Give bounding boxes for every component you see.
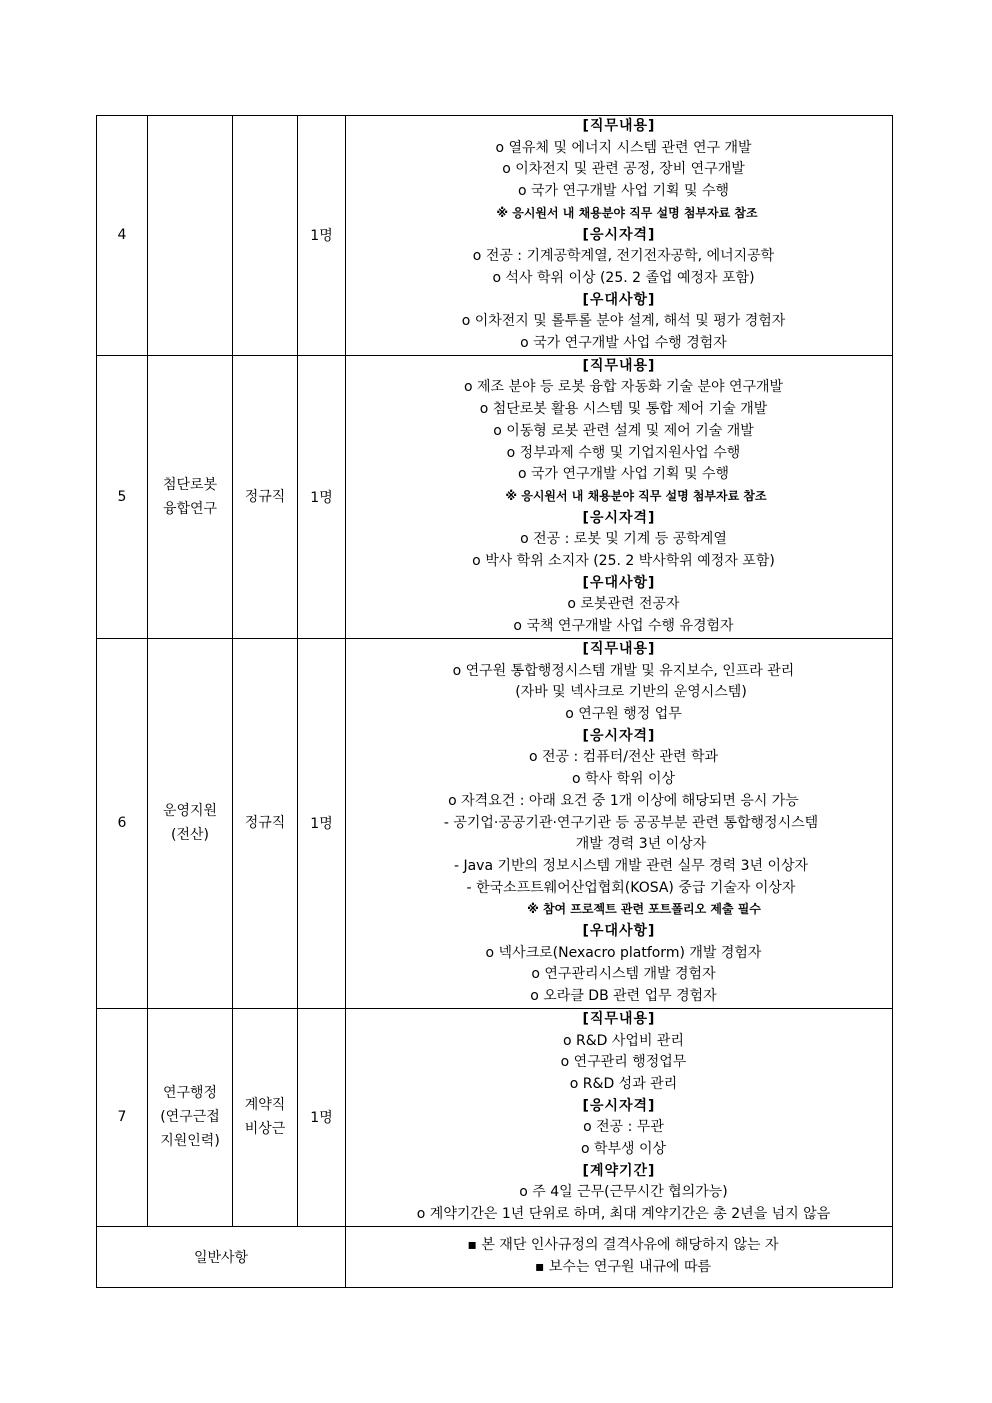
desc-subitem: - 공기업·공공기관·연구기관 등 공공부분 관련 통합행정시스템 — [443, 814, 819, 831]
desc-continuation: (자바 및 넥사크로 기반의 운영시스템) — [515, 684, 747, 701]
job-field-line: 연구행정 — [162, 1085, 218, 1102]
desc-item: o 연구관리 행정업무 — [560, 1054, 687, 1071]
employment-type-line: 비상근 — [244, 1121, 286, 1138]
job-description — [346, 1008, 893, 1226]
note-text: ※ 참여 프로젝트 관련 포트폴리오 제출 필수 — [527, 902, 761, 917]
row-number: 7 — [97, 1008, 148, 1226]
section-heading: [우대사항] — [582, 923, 656, 940]
job-field-line: 융합연구 — [162, 500, 218, 517]
desc-subitem: - 한국소프트웨어산업협회(KOSA) 중급 기술자 이상자 — [466, 879, 796, 896]
section-heading: [응시자격] — [582, 509, 656, 526]
desc-item: o 오라클 DB 관련 업무 경험자 — [530, 988, 717, 1005]
desc-item: o 계약기간은 1년 단위로 하며, 최대 계약기간은 총 2년을 넘지 않음 — [416, 1206, 831, 1223]
headcount: 1명 — [298, 116, 346, 356]
section-heading: [우대사항] — [582, 574, 656, 591]
employment-type — [233, 1008, 298, 1226]
employment-type-line: 정규직 — [244, 815, 286, 832]
employment-type-line: 계약직 — [244, 1097, 286, 1114]
employment-type — [233, 355, 298, 638]
desc-item: o 국가 연구개발 사업 수행 경험자 — [520, 335, 727, 352]
job-field — [148, 1008, 233, 1226]
job-description — [346, 638, 893, 1008]
desc-item: o 학사 학위 이상 — [571, 771, 676, 788]
desc-subitem: 개발 경력 3년 이상자 — [575, 836, 707, 853]
desc-item: o R&D 성과 관리 — [569, 1075, 678, 1092]
desc-item: o 로봇관련 전공자 — [567, 596, 680, 613]
desc-item: o 연구원 행정 업무 — [565, 705, 682, 722]
general-items — [346, 1226, 893, 1287]
desc-subitem: - Java 기반의 정보시스템 개발 관련 실무 경력 3년 이상자 — [453, 857, 809, 874]
desc-item: o 열유체 및 에너지 시스템 관련 연구 개발 — [495, 139, 752, 156]
job-field-line: 운영지원 — [162, 803, 218, 820]
section-heading: [직무내용] — [582, 640, 656, 657]
job-field-line: 지원인력) — [160, 1133, 220, 1150]
desc-item: o 넥사크로(Nexacro platform) 개발 경험자 — [485, 944, 762, 961]
note-text: ※ 응시원서 내 채용분야 직무 설명 첨부자료 참조 — [505, 488, 767, 503]
section-heading: [직무내용] — [582, 357, 656, 374]
recruitment-table-body — [97, 116, 893, 1227]
job-field — [148, 638, 233, 1008]
section-heading: [직무내용] — [582, 1010, 656, 1027]
job-field — [148, 355, 233, 638]
desc-item: o 국가 연구개발 사업 기획 및 수행 — [517, 183, 730, 200]
headcount: 1명 — [298, 1008, 346, 1226]
section-heading: [응시자격] — [582, 226, 656, 243]
row-number: 5 — [97, 355, 148, 638]
employment-type — [233, 116, 298, 356]
job-description — [346, 116, 893, 356]
job-description — [346, 355, 893, 638]
section-heading: [응시자격] — [582, 727, 656, 744]
desc-item: o 이차전지 및 롤투롤 분야 설계, 해석 및 평가 경험자 — [461, 313, 786, 330]
desc-item: o 석사 학위 이상 (25. 2 졸업 예정자 포함) — [492, 269, 755, 286]
general-label: 일반사항 — [97, 1226, 346, 1287]
job-row — [97, 116, 893, 356]
section-heading: [응시자격] — [582, 1097, 656, 1114]
desc-item: o 학부생 이상 — [580, 1141, 667, 1158]
desc-item: o 국책 연구개발 사업 수행 유경험자 — [513, 618, 734, 635]
job-row — [97, 638, 893, 1008]
desc-item: o 연구관리시스템 개발 경험자 — [531, 966, 716, 983]
desc-item: o 정부과제 수행 및 기업지원사업 수행 — [506, 444, 741, 461]
job-row — [97, 355, 893, 638]
employment-type — [233, 638, 298, 1008]
note-text: ※ 응시원서 내 채용분야 직무 설명 첨부자료 참조 — [496, 205, 758, 220]
desc-item: o 이동형 로봇 관련 설계 및 제어 기술 개발 — [493, 422, 754, 439]
row-number: 4 — [97, 116, 148, 356]
employment-type-line: 정규직 — [244, 488, 286, 505]
job-field-line: 첨단로봇 — [162, 476, 218, 493]
desc-item: o 국가 연구개발 사업 기획 및 수행 — [517, 466, 730, 483]
row-number: 6 — [97, 638, 148, 1008]
general-item: ▪ 보수는 연구원 내규에 따름 — [534, 1258, 712, 1275]
section-heading: [계약기간] — [582, 1162, 656, 1179]
general-item: ▪ 본 재단 인사규정의 결격사유에 해당하지 않는 자 — [467, 1237, 779, 1254]
desc-item: o 전공 : 무관 — [583, 1119, 664, 1136]
desc-item: o 전공 : 로봇 및 기계 등 공학계열 — [520, 531, 727, 548]
desc-item: o 자격요건 : 아래 요건 중 1개 이상에 해당되면 응시 가능 — [448, 792, 799, 809]
job-field-line: (연구근접 — [160, 1109, 220, 1126]
desc-item: o 이차전지 및 관련 공정, 장비 연구개발 — [502, 161, 745, 178]
section-heading: [우대사항] — [582, 291, 656, 308]
recruitment-table — [96, 115, 893, 1288]
desc-item: o 전공 : 기계공학계열, 전기전자공학, 에너지공학 — [472, 248, 775, 265]
job-row — [97, 1008, 893, 1226]
headcount: 1명 — [298, 638, 346, 1008]
desc-item: o 제조 분야 등 로봇 융합 자동화 기술 분야 연구개발 — [463, 379, 784, 396]
desc-item: o 박사 학위 소지자 (25. 2 박사학위 예정자 포함) — [472, 553, 775, 570]
desc-item: o 전공 : 컴퓨터/전산 관련 학과 — [528, 749, 718, 766]
section-heading: [직무내용] — [582, 118, 656, 134]
job-field-line: (전산) — [171, 827, 209, 844]
job-field — [148, 116, 233, 356]
desc-item: o 연구원 통합행정시스템 개발 및 유지보수, 인프라 관리 — [452, 662, 795, 679]
desc-item: o R&D 사업비 관리 — [563, 1032, 684, 1049]
general-row — [97, 1226, 893, 1287]
desc-item: o 주 4일 근무(근무시간 협의가능) — [519, 1184, 728, 1201]
headcount: 1명 — [298, 355, 346, 638]
desc-item: o 첨단로봇 활용 시스템 및 통합 제어 기술 개발 — [479, 401, 768, 418]
